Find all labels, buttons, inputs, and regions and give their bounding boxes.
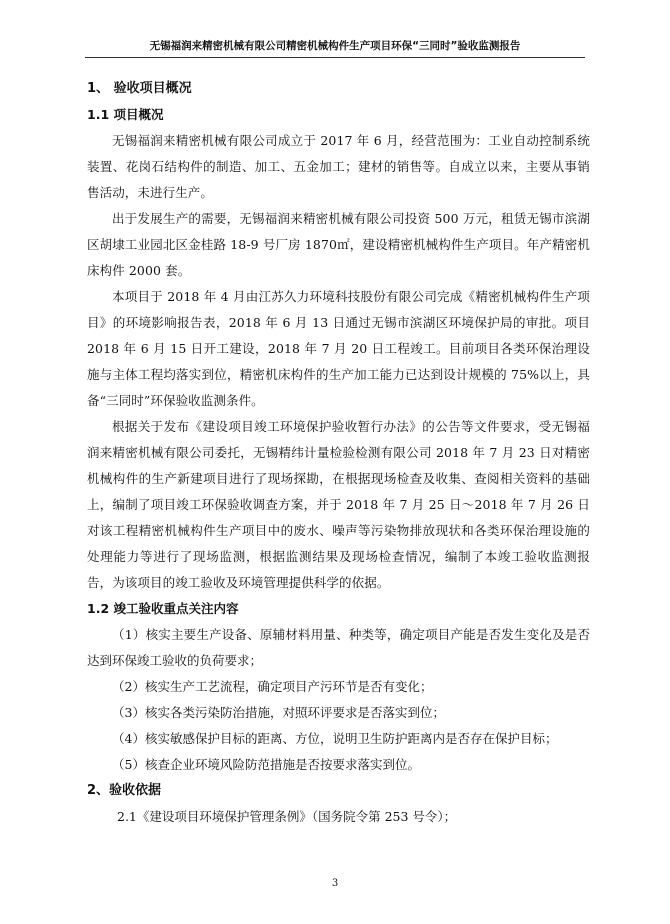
- reference-item: 2.1《建设项目环境保护管理条例》（国务院令第 253 号令）；: [117, 809, 457, 824]
- list-item: （2）核实生产工艺流程，确定项目产污环节是否有变化；: [112, 679, 433, 694]
- list-item: （1）核实主要生产设备、原辅材料用量、种类等，确定项目产能是否发生变化及是否达到环保竣工验收的负荷要求；: [87, 627, 590, 668]
- paragraph-company-overview: 无锡福润来精密机械有限公司成立于 2017 年 6 月，经营范围为：工业自动控制系统装置、花岗石结构件的制造、加工、五金加工；建材的销售等。自成立以来，主要从事销售活动，未进行生产。: [87, 133, 590, 200]
- section-1-1-heading: 1.1 项目概况: [87, 107, 164, 122]
- page-number: 3: [331, 878, 339, 889]
- section-2-heading: 2、验收依据: [87, 783, 162, 798]
- list-item: （3）核实各类污染防治措施，对照环评要求是否落实到位；: [112, 705, 445, 720]
- page-content: [87, 76, 590, 830]
- list-item: （4）核实敏感保护目标的距离、方位，说明卫生防护距离内是否存在保护目标；: [112, 731, 558, 746]
- running-header: 无锡福润来精密机械有限公司精密机械构件生产项目环保“三同时”验收监测报告: [149, 40, 521, 52]
- paragraph-eia-approval: 本项目于 2018 年 4 月由江苏久力环境科技股份有限公司完成《精密机械构件生产项目》的环境影响报告表，2018 年 6 月 13 日通过无锡市滨湖区环境保护局的审批。项目 2018 年 6 月 15 日开工建设，2018 年 7 月 20 日工程竣工。目前项目各类环保治理设施与主体工程均落实到位，精密机床构件的生产加工能力已达到设计规模的 75%以上，具备“三同时”环保验收监测条件。: [87, 289, 590, 408]
- paragraph-monitoring-basis: 根据关于发布《建设项目竣工环境保护验收暂行办法》的公告等文件要求，受无锡福润来精密机械有限公司委托，无锡精纬计量检验检测有限公司 2018 年 7 月 23 日对精密机械构件的生产新建项目进行了现场探勘，在根据现场检查及收集、查阅相关资料的基础上，编制了项目竣工环保验收调查方案，并于 2018 年 7 月 25 日～2018 年 7 月 26 日对该工程精密机械构件生产项目中的废水、噪声等污染物排放现状和各类环保治理设施的处理能力等进行了现场监测，根据监测结果及现场检查情况，编制了本竣工验收监测报告，为该项目的竣工验收及环境管理提供科学的依据。: [87, 419, 590, 590]
- paragraph-investment: 出于发展生产的需要，无锡福润来精密机械有限公司投资 500 万元，租赁无锡市滨湖区胡埭工业园北区金桂路 18-9 号厂房 1870㎡，建设精密机械构件生产项目。年产精密机床构件 2000 套。: [87, 211, 590, 278]
- header-divider: [85, 57, 585, 58]
- section-1-heading: 1、 验收项目概况: [87, 81, 192, 96]
- list-item: （5）核查企业环境风险防范措施是否按要求落实到位。: [112, 757, 420, 772]
- section-1-2-heading: 1.2 竣工验收重点关注内容: [87, 601, 239, 616]
